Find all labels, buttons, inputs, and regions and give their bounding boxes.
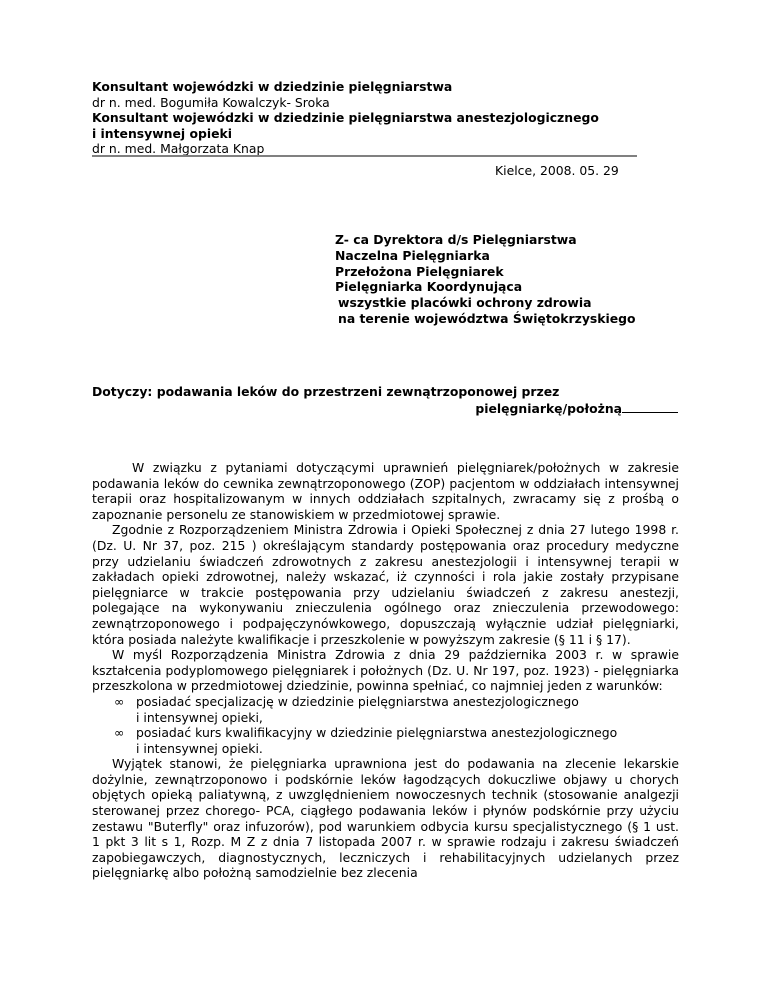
addressee-line: Przełożona Pielęgniarek	[335, 263, 504, 279]
bullet-text-1	[136, 694, 679, 725]
paragraph-1: W związku z pytaniami dotyczącymi uprawnień pielęgniarek/położnych w zakresie podawania leków do cewnika zewnątrzoponowego (ZOP) pacjentom w oddziałach intensywnej terapii oraz hospitalizowanym w innych oddziałach szpitalnych, zwracamy się z prośbą o zapoznanie personelu ze stanowiskiem w przedmiotowej sprawie.	[92, 460, 679, 522]
letter-body	[92, 460, 679, 881]
bullet-item-1	[92, 694, 679, 725]
bullet1-line2: i intensywnej opieki,	[136, 709, 263, 725]
subject-underline	[622, 400, 678, 413]
infinity-bullet-icon: ∞	[114, 725, 125, 741]
header-divider	[92, 155, 637, 157]
addressee-line: Naczelna Pielęgniarka	[335, 247, 490, 263]
addressee-line: na terenie województwa Świętokrzyskiego	[338, 310, 636, 326]
letter-header	[92, 79, 652, 157]
consultant2-title-line2: i intensywnej opieki	[92, 125, 232, 141]
infinity-bullet-icon: ∞	[114, 693, 125, 709]
bullet-item-2	[92, 725, 679, 756]
subject-block	[92, 384, 678, 417]
consultant2-name: dr n. med. Małgorzata Knap	[92, 141, 265, 156]
addressee-line: wszystkie placówki ochrony zdrowia	[338, 295, 592, 311]
subject-line2-wrap	[92, 400, 678, 417]
paragraph-4: Wyjątek stanowi, że pielęgniarka uprawniona jest do podawania na zlecenie lekarskie dożylnie, zewnątrzoponowo i podskórnie leków łagodzących dokuczliwe objawy u chorych objętych opieką paliatywną, z uwzględnieniem nowoczesnych technik (stosowanie analgezji sterowanej przez chorego- PCA, ciągłego podawania leków i płynów podskórnie przy użyciu zestawu "Buterfly" oraz infuzorów), pod warunkiem odbycia kursu specjalistycznego (§ 1 ust. 1 pkt 3 lit s 1, Rozp. M Z z dnia 7 listopada 2007 r. w sprawie rodzaju i zakresu świadczeń zapobiegawczych, diagnostycznych, leczniczych i rehabilitacyjnych udzielanych przez pielęgniarkę albo położną samodzielnie bez zlecenia	[92, 756, 679, 881]
consultant1-name: dr n. med. Bogumiła Kowalczyk- Sroka	[92, 94, 330, 110]
bullet1-line1: posiadać specjalizację w dziedzinie pielęgniarstwa anestezjologicznego	[136, 693, 579, 709]
bullet-text-2	[136, 725, 679, 756]
addressee-block	[335, 232, 636, 327]
bullet2-line2: i intensywnej opieki.	[136, 740, 263, 756]
addressee-line: Pielęgniarka Koordynująca	[335, 279, 523, 295]
subject-line1: Dotyczy: podawania leków do przestrzeni zewnątrzoponowej przez	[92, 384, 560, 399]
letter-date: Kielce, 2008. 05. 29	[495, 163, 619, 178]
paragraph-2: Zgodnie z Rozporządzeniem Ministra Zdrowia i Opieki Społecznej z dnia 27 lutego 1998 r.(Dz. U. Nr 37, poz. 215 ) określającym standardy postępowania oraz procedury medyczne przy udzielaniu świadczeń zdrowotnych z zakresu anestezjologii i intensywnej terapii w zakładach opieki zdrowotnej, należy wskazać, iż czynności i rola jakie zostały przypisane pielęgniarce w trakcie postępowania przy udzielaniu świadczeń z zakresu anestezji, polegające na wykonywaniu znieczulenia ogólnego oraz znieczulenia przewodowego: zewnątrzoponowego i podpajęczynówkowego, dopuszczają wyłącznie udział pielęgniarki, która posiada należyte kwalifikacje i przeszkolenie w powyższym zakresie (§ 11 i § 17).	[92, 522, 679, 647]
consultant2-title-line1: Konsultant wojewódzki w dziedzinie pielęgniarstwa anestezjologicznego	[92, 110, 599, 125]
consultant1-title: Konsultant wojewódzki w dziedzinie pielęgniarstwa	[92, 79, 453, 94]
subject-line2: pielęgniarkę/położną	[475, 401, 622, 416]
addressee-line: Z- ca Dyrektora d/s Pielęgniarstwa	[335, 232, 577, 247]
bullet2-line1: posiadać kurs kwalifikacyjny w dziedzinie pielęgniarstwa anestezjologicznego	[136, 725, 618, 741]
paragraph-3: W myśl Rozporządzenia Ministra Zdrowia z dnia 29 października 2003 r. w sprawie kształcenia podyplomowego pielęgniarek i położnych (Dz. U. Nr 197, poz. 1923) - pielęgniarka przeszkolona w przedmiotowej dziedzinie, powinna spełniać, co najmniej jeden z warunków:	[92, 647, 679, 694]
